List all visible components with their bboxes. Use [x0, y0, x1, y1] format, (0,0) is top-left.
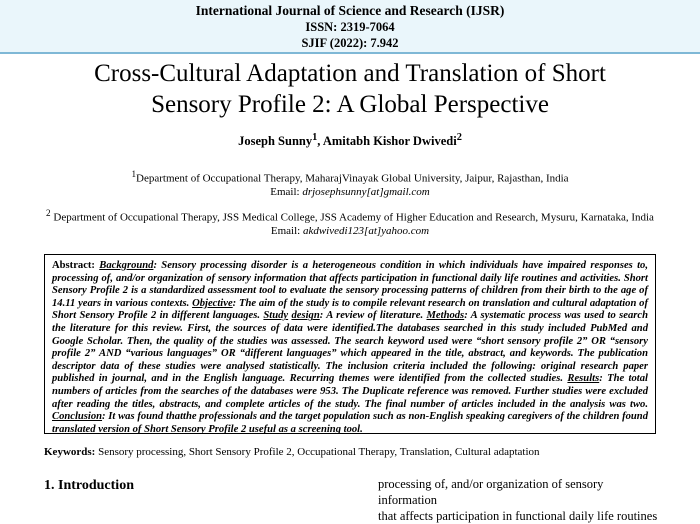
introduction-line: processing of, and/or organization of sensory information: [378, 477, 604, 507]
introduction-text: [378, 476, 658, 524]
abstract-section-label: Conclusion: [52, 411, 103, 423]
author-superscript: 2: [456, 132, 462, 143]
title-line-2: Sensory Profile 2: A Global Perspective: [151, 91, 549, 118]
author-separator: ,: [317, 134, 323, 149]
paper-title: [0, 58, 700, 120]
journal-name: International Journal of Science and Research (IJSR): [195, 3, 505, 18]
author-list: [0, 132, 700, 149]
email-label: Email:: [270, 225, 303, 238]
email-address[interactable]: drjosephsunny[at]gmail.com: [302, 186, 430, 199]
affiliation-department: Department of Occupational Therapy, JSS Medical College, JSS Academy of Higher Education and Research, Mysuru, Karnataka, India: [50, 211, 654, 224]
affiliation-2: [0, 207, 700, 239]
journal-issn: ISSN: 2319-7064: [305, 20, 395, 34]
title-line-1: Cross-Cultural Adaptation and Translation of Short: [94, 60, 606, 87]
abstract-section-text: : A systematic process was used to search the literature for this review. First, the sources of data were identified.The databases searched in this study included PubMed and Google Scholar. Then, the quality of the studies was assessed. The search keyword used were “short sensory profile 2” OR “sensory profile 2” AND “various languages” OR “different languages” which appeared in the title, abstract, and keywords. The publication descriptor data of these studies were analysed statistically. The inclusion criteria included the following: original research paper published in journal, and in the English language. Recurring themes were identified from the collected studies.: [52, 310, 648, 385]
affiliation-1: [0, 168, 700, 200]
email-address[interactable]: akdwivedi123[at]yahoo.com: [302, 225, 430, 238]
abstract-section-text: : A review of literature.: [319, 310, 427, 322]
abstract-section-label: Objective: [192, 297, 233, 309]
author-superscript: 1: [312, 132, 318, 143]
abstract-section-label: design: [291, 310, 320, 322]
abstract-section-text: : The total numbers of articles from the searches of the databases were 953. The Duplicate reference was removed. Further studies were excluded after reading the titles, abstracts, and complete articles of the study. The final number of articles included in the analysis was two.: [52, 373, 648, 410]
abstract-section-label: Study: [263, 310, 289, 322]
abstract-section-text: : It was found thatthe professionals and the target population such as non-English speaking caregivers of the children found translated version of Short Sensory Profile 2 useful as a screening tool.: [52, 411, 648, 434]
abstract-section-label: Background: [99, 260, 154, 271]
abstract-section-label: Results: [567, 373, 600, 385]
affiliation-department: Department of Occupational Therapy, MaharajVinayak Global University, Jaipur, Rajasthan, India: [136, 172, 569, 185]
journal-header: [0, 0, 700, 54]
keywords-text: Sensory processing, Short Sensory Profile 2, Occupational Therapy, Translation, Cultural adaptation: [98, 446, 540, 458]
abstract-section-text: : The aim of the study is to compile relevant research on translation and cultural adaptation of Short Sensory Profile 2 in different languages.: [52, 297, 648, 322]
abstract-section-text: : Sensory processing disorder is a heterogeneous condition in which individuals have impaired responses to, processing of, and/or organization of sensory information that affects participation in functional daily life routines and activities. Short Sensory Profile 2 is a standardized assessment tool to evaluate the sensory processing patterns of children from their birth to the age of 14.11 years in various contexts.: [52, 260, 648, 309]
keywords-label: Keywords:: [44, 446, 99, 458]
journal-sjif: SJIF (2022): 7.942: [301, 36, 399, 50]
abstract-box: [44, 254, 656, 434]
email-label: Email:: [270, 186, 303, 199]
affiliation-superscript: 2: [46, 208, 51, 218]
author-name: Joseph Sunny: [238, 134, 313, 149]
author-name: Amitabh Kishor Dwivedi: [322, 134, 457, 149]
affiliation-superscript: 1: [131, 169, 137, 179]
section-heading-introduction: 1. Introduction: [44, 478, 134, 493]
keywords-line: [44, 446, 656, 458]
introduction-line: that affects participation in functional daily life routines: [378, 509, 658, 523]
abstract-section-label: Methods: [426, 310, 465, 322]
abstract-label: Abstract:: [52, 260, 100, 271]
